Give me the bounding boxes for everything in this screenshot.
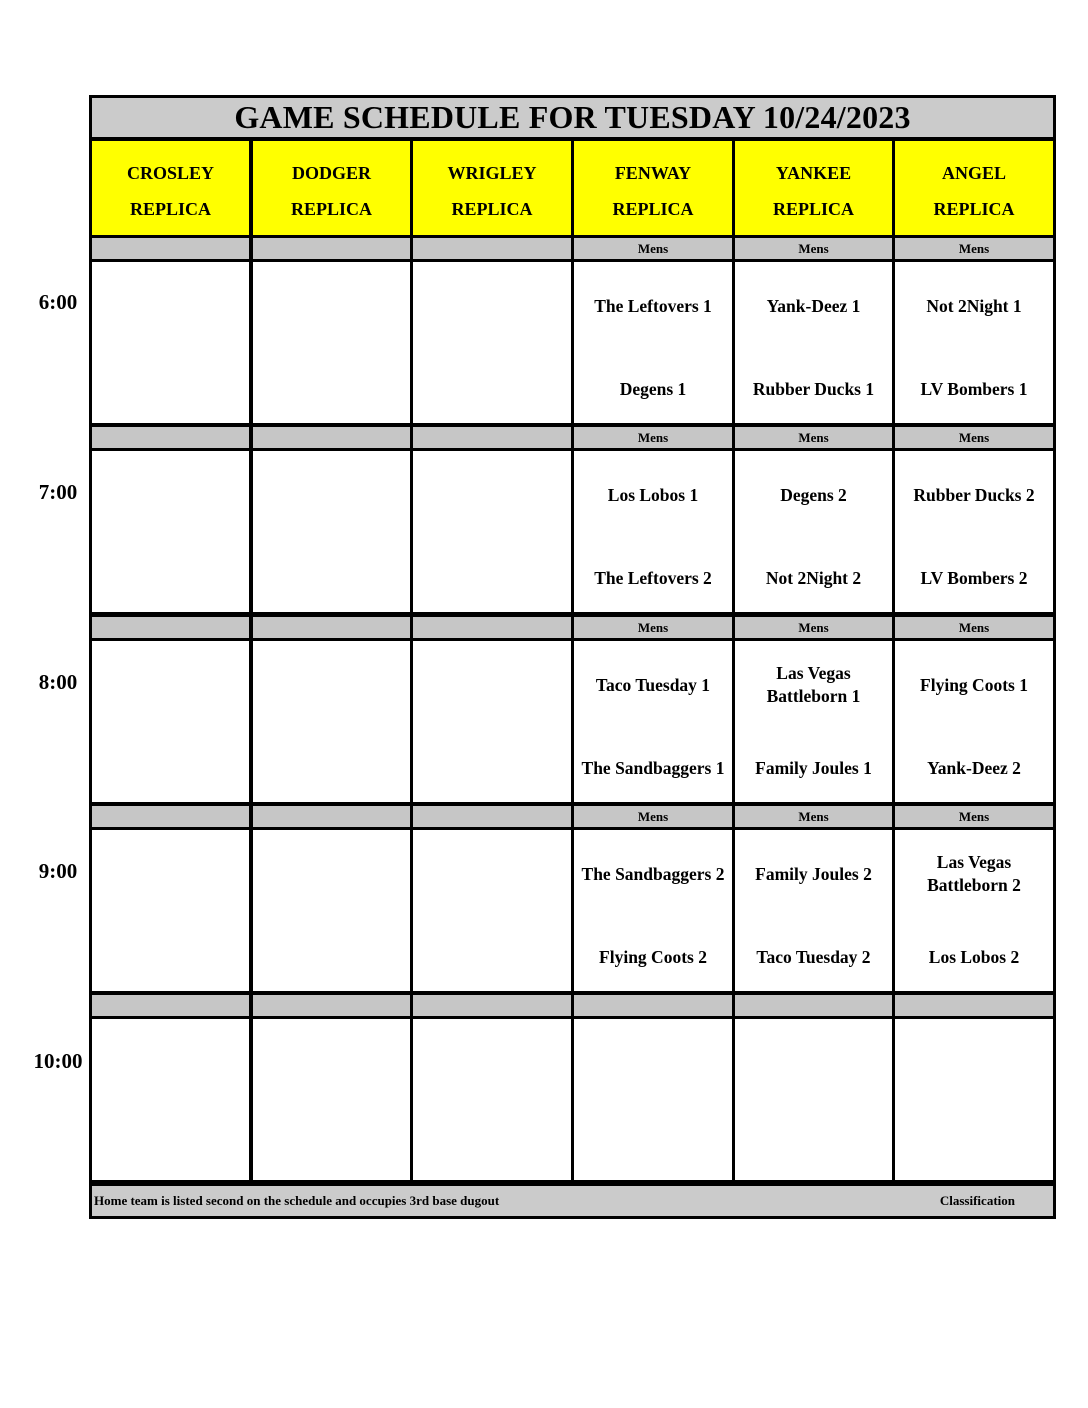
game-cell [92, 451, 249, 612]
home-team [417, 1122, 567, 1170]
field-type: REPLICA [933, 199, 1015, 219]
home-team [578, 1122, 728, 1170]
division-label [253, 617, 410, 638]
division-label [413, 806, 571, 827]
away-team [96, 661, 245, 709]
division-label [413, 427, 571, 448]
field-header-fenway [574, 141, 732, 235]
game-cell [574, 262, 732, 423]
home-team [257, 744, 406, 792]
home-team: The Sandbaggers 1 [581, 757, 725, 778]
game-cell [735, 451, 892, 612]
game-cell [413, 830, 571, 991]
schedule-table [89, 95, 1056, 1219]
game-cell [574, 1019, 732, 1180]
game-cell [92, 641, 249, 802]
division-label: Mens [735, 617, 892, 638]
division-label [92, 617, 249, 638]
division-label: Mens [735, 806, 892, 827]
field-header-yankee [735, 141, 892, 235]
game-cell [253, 451, 410, 612]
home-team [96, 933, 245, 981]
field-type: REPLICA [612, 199, 694, 219]
away-team [257, 661, 406, 709]
game-cell [92, 262, 249, 423]
field-header-dodger [253, 141, 410, 235]
home-team [739, 1122, 888, 1170]
game-cell [735, 262, 892, 423]
division-label [735, 995, 892, 1016]
home-team [417, 744, 567, 792]
away-team: Las Vegas Battleborn 1 [766, 663, 861, 706]
away-team [739, 1039, 888, 1087]
field-header-angel [895, 141, 1053, 235]
away-team [417, 1039, 567, 1087]
time-label: 10:00 [33, 1049, 83, 1073]
home-team: Family Joules 1 [755, 757, 872, 778]
away-team [257, 850, 406, 898]
division-label: Mens [895, 617, 1053, 638]
home-team: Taco Tuesday 2 [756, 946, 871, 967]
division-label: Mens [574, 238, 732, 259]
home-team: Degens 1 [619, 378, 687, 399]
home-team [257, 933, 406, 981]
game-cell [735, 1019, 892, 1180]
game-cell [253, 830, 410, 991]
home-team [96, 365, 245, 413]
division-label: Mens [895, 806, 1053, 827]
away-team: Not 2Night 1 [926, 295, 1022, 316]
division-label: Mens [735, 238, 892, 259]
field-type: REPLICA [772, 199, 854, 219]
division-label [253, 995, 410, 1016]
time-label: 9:00 [38, 859, 78, 883]
field-name: CROSLEY [126, 163, 215, 183]
game-cell [413, 262, 571, 423]
home-team: Rubber Ducks 1 [752, 378, 875, 399]
home-team [417, 554, 567, 602]
home-team [257, 1122, 406, 1170]
away-team: Flying Coots 1 [920, 674, 1028, 695]
home-team: Yank-Deez 2 [927, 757, 1021, 778]
home-team: LV Bombers 1 [920, 378, 1028, 399]
game-cell [253, 262, 410, 423]
home-team [96, 744, 245, 792]
away-team: The Leftovers 1 [594, 295, 712, 316]
division-label [253, 238, 410, 259]
away-team [578, 1039, 728, 1087]
game-cell [253, 641, 410, 802]
field-name: ANGEL [941, 163, 1006, 183]
division-label [92, 806, 249, 827]
division-label [253, 806, 410, 827]
division-label [574, 995, 732, 1016]
division-label: Mens [574, 617, 732, 638]
division-label: Mens [895, 427, 1053, 448]
game-cell [413, 641, 571, 802]
away-team: Taco Tuesday 1 [595, 674, 711, 695]
home-team: LV Bombers 2 [920, 567, 1028, 588]
away-team [96, 471, 245, 519]
home-team [96, 1122, 245, 1170]
division-label [92, 995, 249, 1016]
footer-bar [92, 1186, 1053, 1216]
game-cell [895, 262, 1053, 423]
away-team [417, 471, 567, 519]
game-cell [413, 1019, 571, 1180]
game-cell [895, 1019, 1053, 1180]
division-label: Mens [574, 427, 732, 448]
field-type: REPLICA [129, 199, 211, 219]
division-label [413, 995, 571, 1016]
home-team: Not 2Night 2 [765, 567, 862, 588]
home-team [899, 1122, 1049, 1170]
field-name: WRIGLEY [447, 163, 537, 183]
home-team: The Leftovers 2 [594, 567, 712, 588]
away-team: The Sandbaggers 2 [581, 863, 725, 884]
field-name: YANKEE [775, 163, 852, 183]
game-cell [574, 641, 732, 802]
away-team: Los Lobos 1 [607, 484, 699, 505]
game-cell [895, 830, 1053, 991]
footer-note: Home team is listed second on the schedule and occupies 3rd base dugout [94, 1193, 500, 1208]
field-name: DODGER [291, 163, 371, 183]
division-label [413, 238, 571, 259]
away-team [417, 850, 567, 898]
game-cell [92, 1019, 249, 1180]
away-team [96, 1039, 245, 1087]
away-team: Rubber Ducks 2 [913, 484, 1035, 505]
away-team: Yank-Deez 1 [766, 295, 861, 316]
division-label [895, 995, 1053, 1016]
division-label [413, 617, 571, 638]
away-team [899, 1039, 1049, 1087]
time-label: 6:00 [38, 290, 78, 314]
game-cell [735, 641, 892, 802]
away-team: Family Joules 2 [755, 863, 872, 884]
away-team [96, 282, 245, 330]
game-cell [253, 1019, 410, 1180]
game-cell [895, 641, 1053, 802]
field-type: REPLICA [290, 199, 372, 219]
game-cell [413, 451, 571, 612]
division-label: Mens [574, 806, 732, 827]
away-team: Las Vegas Battleborn 2 [927, 852, 1021, 895]
home-team [417, 933, 567, 981]
away-team [417, 661, 567, 709]
away-team: Degens 2 [780, 484, 847, 505]
home-team: Los Lobos 2 [928, 946, 1020, 967]
game-cell [574, 451, 732, 612]
away-team [257, 282, 406, 330]
home-team [257, 554, 406, 602]
field-header-crosley [92, 141, 249, 235]
game-cell [735, 830, 892, 991]
field-name: FENWAY [614, 163, 692, 183]
division-label: Mens [735, 427, 892, 448]
game-cell [92, 830, 249, 991]
away-team [257, 1039, 406, 1087]
field-header-wrigley [413, 141, 571, 235]
game-cell [574, 830, 732, 991]
game-cell [895, 451, 1053, 612]
away-team [96, 850, 245, 898]
division-label [92, 238, 249, 259]
home-team [257, 365, 406, 413]
division-label: Mens [895, 238, 1053, 259]
away-team [257, 471, 406, 519]
time-label: 8:00 [38, 670, 78, 694]
field-type: REPLICA [451, 199, 533, 219]
away-team [417, 282, 567, 330]
time-label: 7:00 [38, 480, 78, 504]
home-team: Flying Coots 2 [599, 946, 707, 967]
page-title: GAME SCHEDULE FOR TUESDAY 10/24/2023 [92, 98, 1053, 137]
division-label [92, 427, 249, 448]
division-label [253, 427, 410, 448]
home-team [417, 365, 567, 413]
footer-classification: Classification [939, 1193, 1015, 1208]
home-team [96, 554, 245, 602]
